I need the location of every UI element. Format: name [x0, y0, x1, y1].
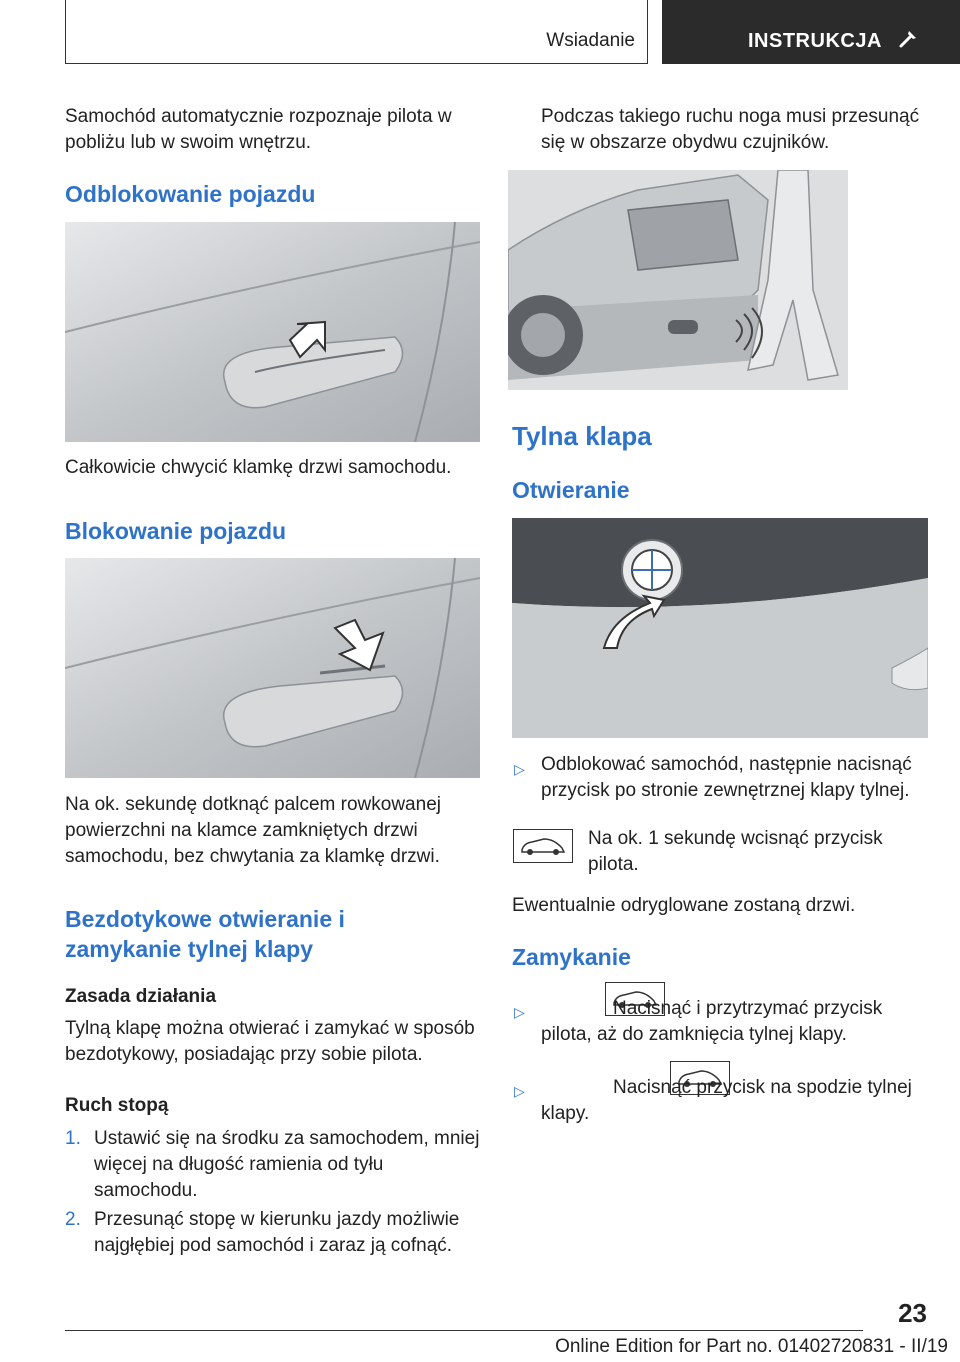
lock-heading: Blokowanie pojazdu: [65, 518, 287, 544]
closing-bullet-2-text: Nacisnąć przycisk na spodzie tylnej klapy.: [541, 1077, 912, 1124]
principle-text: Tylną klapę można otwierać i zamykać w sposób bezdotykowy, posiadając przy sobie pilota.: [65, 1018, 475, 1065]
bullet-triangle-icon: ▷: [514, 1004, 525, 1020]
step-item: [65, 1126, 480, 1206]
closing-heading: Zamykanie: [512, 944, 631, 970]
remote-tailgate-button-icon: [513, 829, 573, 863]
step-number: 2.: [65, 1209, 81, 1230]
step-text: Ustawić się na środku za samochodem, mniej więcej na długość ramienia od tyłu samochodu.: [94, 1128, 480, 1201]
step-number: 1.: [65, 1128, 81, 1149]
principle-heading: Zasada działania: [65, 986, 217, 1007]
footer-divider: [65, 1330, 863, 1331]
door-handle-unlock-image: [65, 222, 480, 442]
opening-bullet-text: Odblokować samochód, następnie nacisnąć przycisk po stronie zewnętrznej klapy tylnej.: [541, 754, 912, 801]
step-item: [65, 1207, 480, 1261]
page-number: 23: [898, 1298, 927, 1328]
intro-text: Samochód automatycznie rozpoznaje pilota w pobliżu lub w swoim wnętrzu.: [65, 106, 452, 153]
door-handle-lock-image: [65, 558, 480, 778]
step-text: Przesunąć stopę w kierunku jazdy możliwie najgłębiej pod samochód i zaraz ją cofnąć.: [94, 1209, 460, 1256]
header-section-box: [65, 0, 648, 64]
contactless-heading-line2: zamykanie tylnej klapy: [65, 936, 314, 962]
remote-note: Na ok. 1 sekundę wcisnąć przycisk pilota.: [588, 828, 883, 875]
closing-bullet-1-text: Nacisnąć i przytrzymać przycisk pilota, aż do zamknięcia tylnej klapy.: [541, 998, 883, 1045]
doors-note: Ewentualnie odryglowane zostaną drzwi.: [512, 895, 856, 916]
section-title: Wsiadanie: [546, 30, 635, 51]
instructions-badge: [662, 0, 960, 64]
unlock-heading: Odblokowanie pojazdu: [65, 181, 316, 207]
foot-gesture-image: [508, 170, 848, 390]
edition-text: Online Edition for Part no. 01402720831 - II/19: [555, 1336, 948, 1357]
tailgate-heading: Tylna klapa: [512, 421, 652, 451]
unlock-caption: Całkowicie chwycić klamkę drzwi samochodu.: [65, 457, 452, 478]
bullet-triangle-icon: ▷: [514, 1083, 525, 1099]
opening-heading: Otwieranie: [512, 477, 630, 503]
foot-heading: Ruch stopą: [65, 1095, 169, 1116]
tailgate-button-image: [512, 518, 928, 738]
wrench-icon: [898, 27, 920, 49]
bullet-triangle-icon: ▷: [514, 761, 525, 777]
contactless-heading-line1: Bezdotykowe otwieranie i: [65, 906, 345, 932]
foot-note: Podczas takiego ruchu noga musi przesunąć się w obszarze obydwu czujników.: [541, 106, 920, 153]
badge-label: INSTRUKCJA: [748, 30, 882, 52]
lock-caption: Na ok. sekundę dotknąć palcem rowkowanej powierzchni na klamce zamkniętych drzwi samochodu, bez chwytania za klamkę drzwi.: [65, 794, 441, 867]
